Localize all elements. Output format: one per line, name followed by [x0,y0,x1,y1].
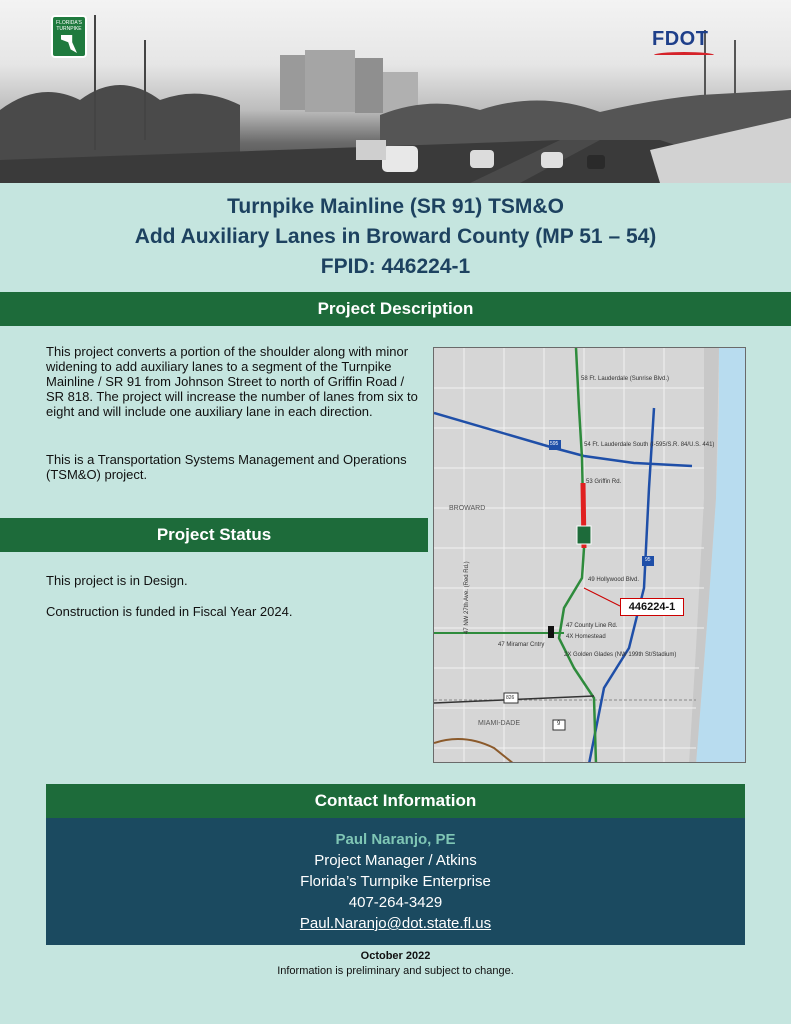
title-line-1: Turnpike Mainline (SR 91) TSM&O [227,195,564,218]
turnpike-logo-text: FLORIDA'S TURNPIKE [56,20,82,32]
contact-card [46,818,745,945]
map-label-exit49: 49 Hollywood Blvd. [588,577,640,583]
contact-information-heading: Contact Information [46,784,745,818]
turnpike-logo [51,15,87,58]
map-label-exit58: 58 Ft. Lauderdale (Sunrise Blvd.) [581,376,670,382]
contact-role: Project Manager / Atkins [314,852,477,869]
map-fpid-callout: 446224-1 [620,598,684,616]
project-status-heading: Project Status [0,518,428,552]
map-shield-i95: 95 [645,557,651,563]
map-shield-i595: 595 [550,441,559,447]
footer-date: October 2022 [360,950,431,962]
footer-note: Information is preliminary and subject to change. [277,965,514,977]
map-shield-826: 826 [506,695,515,701]
title-line-2: Add Auxiliary Lanes in Broward County (MP 51 – 54) [134,225,657,248]
map-graphic [434,348,746,763]
map-label-exit47: 47 County Line Rd. [566,623,618,629]
map-label-exit2x: 2X Golden Glades (NW 199th St/Stadium) [564,652,677,658]
contact-phone[interactable]: 407-264-3429 [348,894,443,911]
title-line-3: FPID: 446224-1 [320,255,471,278]
map-label-exit54: 54 Ft. Lauderdale South (I-595/S.R. 84/U.S. 441) [584,442,715,448]
contact-organization: Florida’s Turnpike Enterprise [300,873,491,890]
contact-name: Paul Naranjo, PE [335,831,456,848]
map-county-broward: BROWARD [449,505,486,512]
map-county-miami-dade: MIAMI-DADE [478,720,520,727]
status-paragraph-1: This project is in Design. [46,573,188,588]
description-paragraph-2: This is a Transportation Systems Management and Operations (TSM&O) project. [46,452,407,482]
contact-email-link[interactable]: Paul.Naranjo@dot.state.fl.us [299,915,492,932]
fdot-logo-text: FDOT [652,28,709,50]
description-paragraph-1: This project converts a portion of the shoulder along with minor widening to add auxiliary lanes to a segment of the Turnpike Mainline / SR 91 from Johnson Street to north of Griffin Road / SR 818. The project will increase the number of lanes from six to eight and will include one auxiliary lane in each direction. [46,344,418,419]
fdot-swoosh-icon [654,52,714,58]
header-photo-banner [0,0,791,183]
map-label-exit47m: 47 Miramar Cntry [498,642,545,648]
map-label-nw27: 47 NW 27th Ave. (Red Rd.) [464,561,470,634]
map-shield-9: 9 [557,721,561,727]
project-location-map [433,347,746,763]
project-description-heading: Project Description [0,292,791,326]
florida-state-icon [61,35,77,53]
map-label-exit53: 53 Griffin Rd. [586,479,622,485]
fdot-logo [652,24,742,58]
status-paragraph-2: Construction is funded in Fiscal Year 2024. [46,604,293,619]
map-label-exit4x: 4X Homestead [566,634,606,640]
